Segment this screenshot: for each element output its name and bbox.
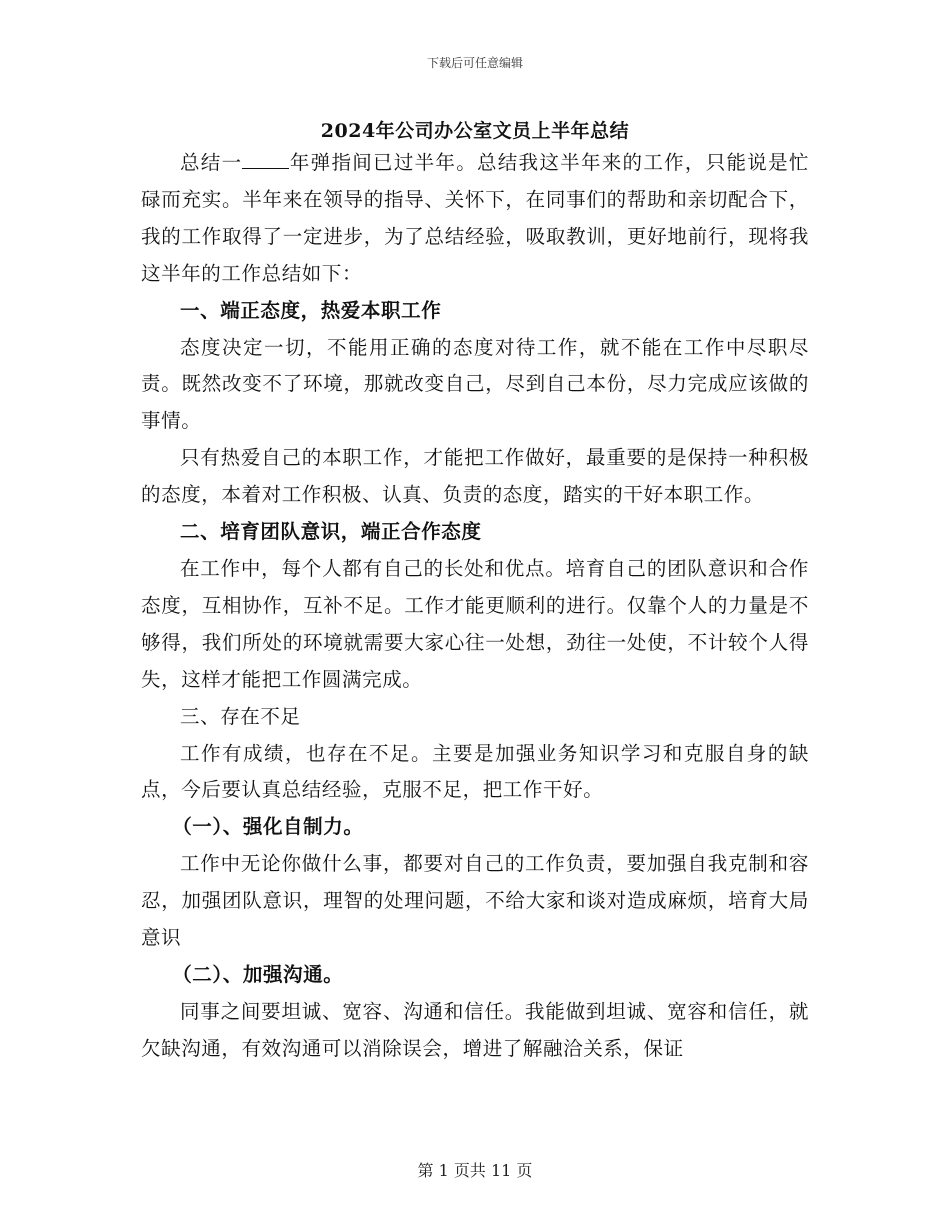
page-number-footer: 第 1 页共 11 页 [417,1161,533,1180]
section-heading-3: 三、存在不足 [180,704,301,728]
section1-paragraph-2: 只有热爱自己的本职工作，才能把工作做好，最重要的是保持一种积极的态度，本着对工作积极、认真、负责的态度，踏实的干好本职工作。 [141,446,809,507]
page-header-note: 下载后可任意编辑 [426,56,523,70]
section-heading-1: 一、端正态度，热爱本职工作 [180,298,442,322]
document-body [141,145,809,1068]
subsection-heading-2: （二）、加强沟通。 [172,962,344,986]
fill-in-blank [242,149,289,170]
intro-paragraph [141,145,809,293]
section2-paragraph-1: 在工作中，每个人都有自己的长处和优点。培育自己的团队意识和合作态度，互相协作，互补不足。工作才能更顺利的进行。仅靠个人的力量是不够得，我们所处的环境就需要大家心往一处想，劲往一处使，不计较个人得失，这样才能把工作圆满完成。 [141,556,809,691]
intro-text-rest: 年弹指间已过半年。总结我这半年来的工作，只能说是忙碌而充实。半年来在领导的指导、关怀下，在同事们的帮助和亲切配合下，我的工作取得了一定进步，为了总结经验，吸取教训，更好地前行，现将我这半年的工作总结如下： [141,151,809,285]
section3-paragraph-1: 工作有成绩，也存在不足。主要是加强业务知识学习和克服自身的缺点，今后要认真总结经验，克服不足，把工作干好。 [141,741,809,802]
subsection2-paragraph: 同事之间要坦诚、宽容、沟通和信任。我能做到坦诚、宽容和信任，就欠缺沟通，有效沟通可以消除误会，增进了解融洽关系，保证 [141,999,809,1060]
subsection-heading-1: （一）、强化自制力。 [172,815,364,839]
section1-paragraph-1: 态度决定一切，不能用正确的态度对待工作，就不能在工作中尽职尽责。既然改变不了环境，那就改变自己，尽到自己本份，尽力完成应该做的事情。 [141,335,809,433]
document-title: 2024年公司办公室文员上半年总结 [320,120,630,142]
section-heading-2: 二、培育团队意识，端正合作态度 [180,520,482,544]
subsection1-paragraph: 工作中无论你做什么事，都要对自己的工作负责，要加强自我克制和容忍，加强团队意识，理智的处理问题，不给大家和谈对造成麻烦，培育大局意识 [141,852,809,950]
intro-text-start: 总结一 [180,151,243,174]
